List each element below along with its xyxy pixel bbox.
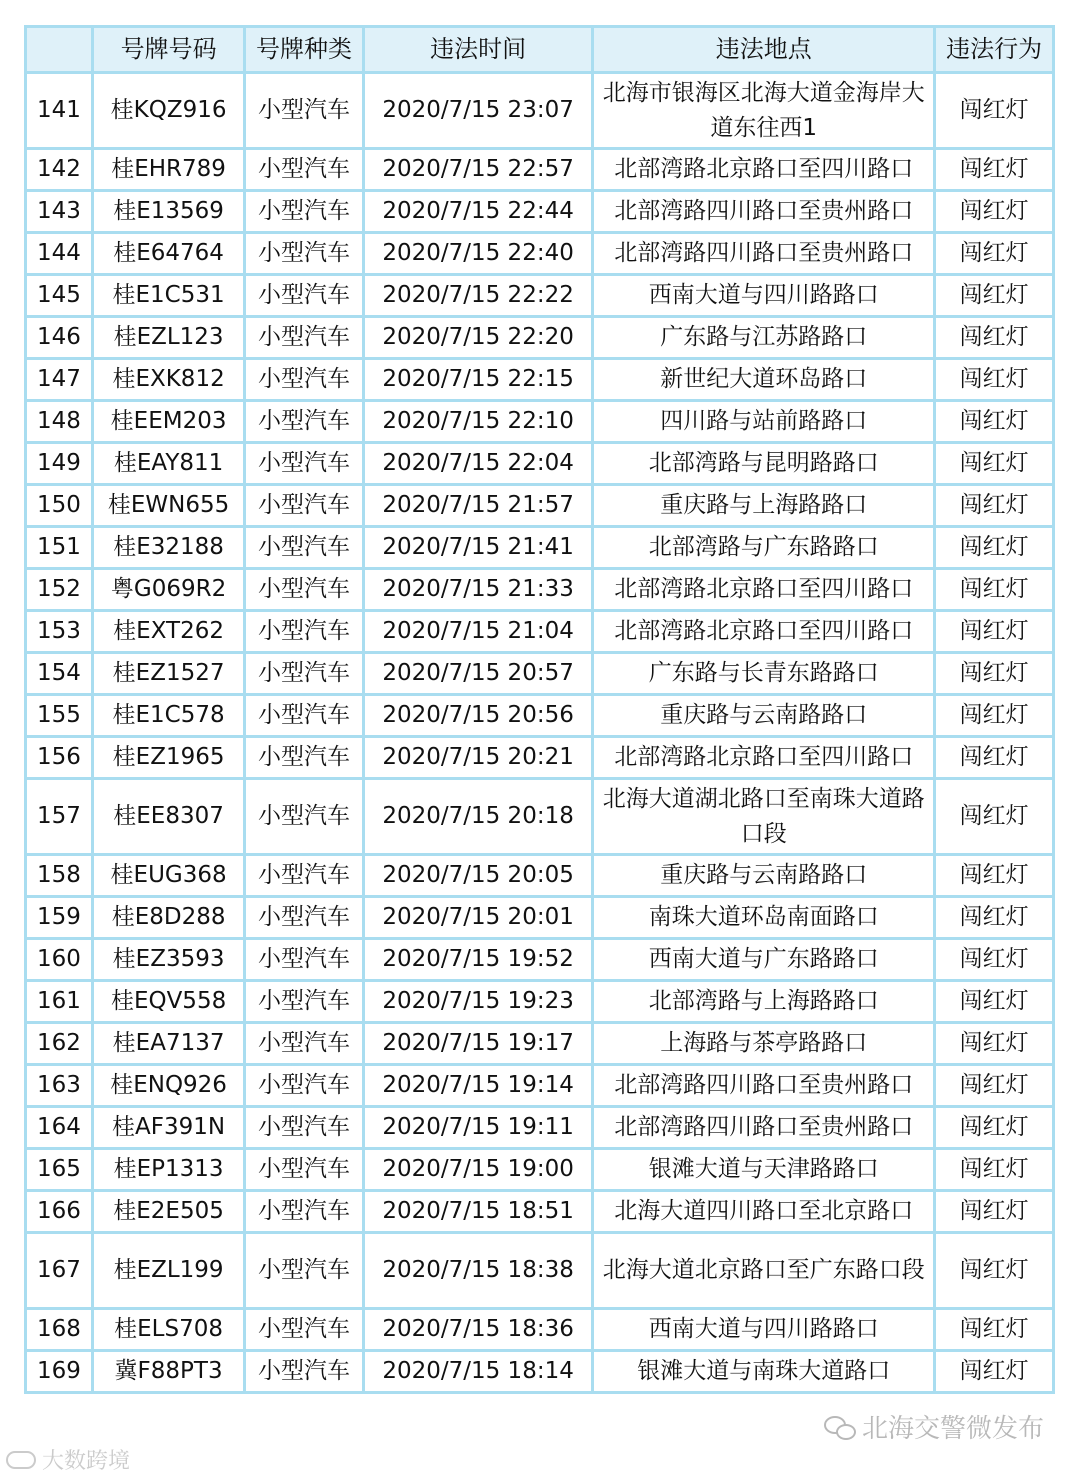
plate-type-cell: 小型汽车 [245,1149,364,1191]
table-row [26,73,1054,149]
table-row [26,1023,1054,1065]
violation-action-cell: 闯红灯 [935,149,1054,191]
violation-time-cell: 2020/7/15 19:00 [363,1149,592,1191]
table-row [26,1191,1054,1233]
violation-time-cell: 2020/7/15 19:17 [363,1023,592,1065]
violation-table [24,25,1055,1394]
plate-number-cell: 桂E2E505 [92,1191,244,1233]
violation-time-cell: 2020/7/15 20:01 [363,897,592,939]
violation-time-cell: 2020/7/15 21:41 [363,527,592,569]
violation-action-cell: 闯红灯 [935,275,1054,317]
violation-location-cell: 西南大道与四川路路口 [593,1309,935,1351]
plate-type-cell: 小型汽车 [245,981,364,1023]
plate-number-cell: 桂ELS708 [92,1309,244,1351]
violation-action-cell: 闯红灯 [935,73,1054,149]
table-row [26,611,1054,653]
violation-time-cell: 2020/7/15 20:05 [363,855,592,897]
corner-mark [6,1444,130,1475]
plate-number-cell: 桂EQV558 [92,981,244,1023]
plate-type-cell: 小型汽车 [245,317,364,359]
violation-time-cell: 2020/7/15 20:21 [363,737,592,779]
violation-location-cell: 北部湾路北京路口至四川路口 [593,611,935,653]
violation-action-cell: 闯红灯 [935,981,1054,1023]
violation-time-cell: 2020/7/15 19:11 [363,1107,592,1149]
violation-action-cell: 闯红灯 [935,779,1054,855]
table-row [26,149,1054,191]
plate-type-cell: 小型汽车 [245,149,364,191]
plate-type-cell: 小型汽车 [245,653,364,695]
violation-location-cell: 广东路与长青东路路口 [593,653,935,695]
row-index-cell: 144 [26,233,93,275]
violation-location-cell: 北部湾路四川路口至贵州路口 [593,233,935,275]
row-index-cell: 147 [26,359,93,401]
row-index-cell: 165 [26,1149,93,1191]
plate-number-cell: 桂EZL123 [92,317,244,359]
violation-action-cell: 闯红灯 [935,233,1054,275]
violation-location-cell: 北部湾路与广东路路口 [593,527,935,569]
plate-type-cell: 小型汽车 [245,233,364,275]
row-index-cell: 162 [26,1023,93,1065]
table-row [26,359,1054,401]
violation-action-cell: 闯红灯 [935,191,1054,233]
row-index-cell: 148 [26,401,93,443]
plate-type-cell: 小型汽车 [245,611,364,653]
table-row [26,1309,1054,1351]
row-index-cell: 161 [26,981,93,1023]
header-plate-type: 号牌种类 [245,27,364,73]
violation-time-cell: 2020/7/15 22:20 [363,317,592,359]
table-row [26,981,1054,1023]
violation-time-cell: 2020/7/15 22:22 [363,275,592,317]
violation-action-cell: 闯红灯 [935,443,1054,485]
plate-number-cell: 桂KQZ916 [92,73,244,149]
violation-action-cell: 闯红灯 [935,855,1054,897]
plate-number-cell: 桂EXT262 [92,611,244,653]
plate-number-cell: 冀F88PT3 [92,1351,244,1393]
row-index-cell: 167 [26,1233,93,1309]
row-index-cell: 141 [26,73,93,149]
watermark-text: 北海交警微发布 [861,1414,1044,1444]
header-violation-action: 违法行为 [935,27,1054,73]
violation-table-container [24,25,1055,1394]
plate-number-cell: 桂EAY811 [92,443,244,485]
table-row [26,695,1054,737]
violation-time-cell: 2020/7/15 20:56 [363,695,592,737]
plate-type-cell: 小型汽车 [245,359,364,401]
plate-type-cell: 小型汽车 [245,485,364,527]
plate-type-cell: 小型汽车 [245,1107,364,1149]
plate-number-cell: 桂E32188 [92,527,244,569]
violation-time-cell: 2020/7/15 22:04 [363,443,592,485]
violation-location-cell: 银滩大道与天津路路口 [593,1149,935,1191]
violation-action-cell: 闯红灯 [935,939,1054,981]
table-row [26,897,1054,939]
header-violation-time: 违法时间 [363,27,592,73]
table-body [26,73,1054,1393]
table-row [26,1107,1054,1149]
table-row [26,401,1054,443]
row-index-cell: 169 [26,1351,93,1393]
violation-action-cell: 闯红灯 [935,737,1054,779]
plate-number-cell: 桂AF391N [92,1107,244,1149]
violation-time-cell: 2020/7/15 20:18 [363,779,592,855]
header-violation-location: 违法地点 [593,27,935,73]
corner-mark-text: 大数跨境 [42,1449,131,1474]
plate-number-cell: 桂E1C531 [92,275,244,317]
row-index-cell: 152 [26,569,93,611]
violation-action-cell: 闯红灯 [935,1107,1054,1149]
plate-type-cell: 小型汽车 [245,1309,364,1351]
table-row [26,1233,1054,1309]
row-index-cell: 159 [26,897,93,939]
plate-type-cell: 小型汽车 [245,897,364,939]
violation-location-cell: 广东路与江苏路路口 [593,317,935,359]
row-index-cell: 155 [26,695,93,737]
plate-number-cell: 桂E13569 [92,191,244,233]
table-row [26,443,1054,485]
violation-action-cell: 闯红灯 [935,527,1054,569]
violation-location-cell: 北海大道北京路口至广东路口段 [593,1233,935,1309]
violation-action-cell: 闯红灯 [935,1149,1054,1191]
table-row [26,191,1054,233]
plate-number-cell: 桂EUG368 [92,855,244,897]
plate-number-cell: 桂EP1313 [92,1149,244,1191]
plate-type-cell: 小型汽车 [245,1065,364,1107]
violation-location-cell: 北部湾路与昆明路路口 [593,443,935,485]
row-index-cell: 146 [26,317,93,359]
row-index-cell: 142 [26,149,93,191]
violation-action-cell: 闯红灯 [935,401,1054,443]
plate-number-cell: 桂EZ1965 [92,737,244,779]
violation-time-cell: 2020/7/15 22:15 [363,359,592,401]
violation-action-cell: 闯红灯 [935,611,1054,653]
plate-type-cell: 小型汽车 [245,401,364,443]
violation-location-cell: 北海市银海区北海大道金海岸大道东往西1 [593,73,935,149]
table-header [26,27,1054,73]
plate-type-cell: 小型汽车 [245,527,364,569]
violation-location-cell: 上海路与茶亭路路口 [593,1023,935,1065]
plate-type-cell: 小型汽车 [245,779,364,855]
table-row [26,1149,1054,1191]
violation-location-cell: 北海大道湖北路口至南珠大道路口段 [593,779,935,855]
plate-type-cell: 小型汽车 [245,1023,364,1065]
row-index-cell: 163 [26,1065,93,1107]
row-index-cell: 153 [26,611,93,653]
table-row [26,317,1054,359]
violation-time-cell: 2020/7/15 19:23 [363,981,592,1023]
violation-action-cell: 闯红灯 [935,1233,1054,1309]
table-row [26,233,1054,275]
violation-action-cell: 闯红灯 [935,1065,1054,1107]
row-index-cell: 168 [26,1309,93,1351]
plate-type-cell: 小型汽车 [245,695,364,737]
row-index-cell: 164 [26,1107,93,1149]
plate-type-cell: 小型汽车 [245,939,364,981]
row-index-cell: 145 [26,275,93,317]
violation-time-cell: 2020/7/15 18:38 [363,1233,592,1309]
table-row [26,527,1054,569]
table-row [26,1065,1054,1107]
violation-time-cell: 2020/7/15 20:57 [363,653,592,695]
plate-number-cell: 桂EE8307 [92,779,244,855]
violation-location-cell: 北部湾路四川路口至贵州路口 [593,191,935,233]
row-index-cell: 143 [26,191,93,233]
logo-icon [6,1451,36,1469]
plate-number-cell: 桂EEM203 [92,401,244,443]
violation-time-cell: 2020/7/15 22:44 [363,191,592,233]
row-index-cell: 160 [26,939,93,981]
table-row [26,275,1054,317]
table-row [26,779,1054,855]
plate-number-cell: 桂E1C578 [92,695,244,737]
violation-location-cell: 南珠大道环岛南面路口 [593,897,935,939]
plate-type-cell: 小型汽车 [245,1233,364,1309]
plate-type-cell: 小型汽车 [245,443,364,485]
row-index-cell: 150 [26,485,93,527]
violation-action-cell: 闯红灯 [935,359,1054,401]
violation-action-cell: 闯红灯 [935,569,1054,611]
wechat-icon [824,1416,854,1438]
plate-number-cell: 桂EA7137 [92,1023,244,1065]
violation-time-cell: 2020/7/15 19:14 [363,1065,592,1107]
violation-location-cell: 重庆路与云南路路口 [593,855,935,897]
violation-location-cell: 新世纪大道环岛路口 [593,359,935,401]
violation-time-cell: 2020/7/15 21:57 [363,485,592,527]
row-index-cell: 166 [26,1191,93,1233]
plate-type-cell: 小型汽车 [245,73,364,149]
plate-number-cell: 桂EXK812 [92,359,244,401]
plate-number-cell: 桂EZ1527 [92,653,244,695]
table-row [26,939,1054,981]
violation-location-cell: 重庆路与上海路路口 [593,485,935,527]
plate-type-cell: 小型汽车 [245,737,364,779]
violation-time-cell: 2020/7/15 18:51 [363,1191,592,1233]
violation-location-cell: 北部湾路与上海路路口 [593,981,935,1023]
plate-type-cell: 小型汽车 [245,275,364,317]
table-row [26,855,1054,897]
header-row [26,27,1054,73]
violation-location-cell: 北部湾路北京路口至四川路口 [593,737,935,779]
violation-action-cell: 闯红灯 [935,485,1054,527]
violation-location-cell: 西南大道与四川路路口 [593,275,935,317]
violation-action-cell: 闯红灯 [935,695,1054,737]
table-row [26,485,1054,527]
plate-number-cell: 桂EZ3593 [92,939,244,981]
table-row [26,653,1054,695]
violation-action-cell: 闯红灯 [935,1023,1054,1065]
violation-location-cell: 银滩大道与南珠大道路口 [593,1351,935,1393]
row-index-cell: 149 [26,443,93,485]
plate-number-cell: 桂EWN655 [92,485,244,527]
plate-number-cell: 桂EHR789 [92,149,244,191]
violation-time-cell: 2020/7/15 21:04 [363,611,592,653]
row-index-cell: 158 [26,855,93,897]
violation-location-cell: 北部湾路北京路口至四川路口 [593,569,935,611]
plate-type-cell: 小型汽车 [245,1191,364,1233]
table-row [26,1351,1054,1393]
violation-time-cell: 2020/7/15 18:14 [363,1351,592,1393]
violation-location-cell: 北部湾路四川路口至贵州路口 [593,1065,935,1107]
plate-number-cell: 桂E64764 [92,233,244,275]
row-index-cell: 151 [26,527,93,569]
plate-type-cell: 小型汽车 [245,1351,364,1393]
violation-action-cell: 闯红灯 [935,653,1054,695]
plate-number-cell: 桂EZL199 [92,1233,244,1309]
plate-number-cell: 桂E8D288 [92,897,244,939]
violation-time-cell: 2020/7/15 19:52 [363,939,592,981]
row-index-cell: 156 [26,737,93,779]
violation-action-cell: 闯红灯 [935,1351,1054,1393]
violation-time-cell: 2020/7/15 23:07 [363,73,592,149]
table-row [26,737,1054,779]
header-index [26,27,93,73]
watermark [824,1408,1044,1445]
violation-location-cell: 四川路与站前路路口 [593,401,935,443]
plate-number-cell: 桂ENQ926 [92,1065,244,1107]
violation-action-cell: 闯红灯 [935,1191,1054,1233]
header-plate-number: 号牌号码 [92,27,244,73]
violation-location-cell: 重庆路与云南路路口 [593,695,935,737]
violation-time-cell: 2020/7/15 22:10 [363,401,592,443]
violation-time-cell: 2020/7/15 22:40 [363,233,592,275]
table-row [26,569,1054,611]
violation-location-cell: 西南大道与广东路路口 [593,939,935,981]
plate-type-cell: 小型汽车 [245,855,364,897]
violation-location-cell: 北部湾路北京路口至四川路口 [593,149,935,191]
row-index-cell: 154 [26,653,93,695]
violation-location-cell: 北海大道四川路口至北京路口 [593,1191,935,1233]
violation-time-cell: 2020/7/15 21:33 [363,569,592,611]
row-index-cell: 157 [26,779,93,855]
violation-time-cell: 2020/7/15 18:36 [363,1309,592,1351]
plate-type-cell: 小型汽车 [245,569,364,611]
violation-time-cell: 2020/7/15 22:57 [363,149,592,191]
violation-action-cell: 闯红灯 [935,317,1054,359]
violation-action-cell: 闯红灯 [935,1309,1054,1351]
plate-type-cell: 小型汽车 [245,191,364,233]
violation-location-cell: 北部湾路四川路口至贵州路口 [593,1107,935,1149]
plate-number-cell: 粤G069R2 [92,569,244,611]
violation-action-cell: 闯红灯 [935,897,1054,939]
